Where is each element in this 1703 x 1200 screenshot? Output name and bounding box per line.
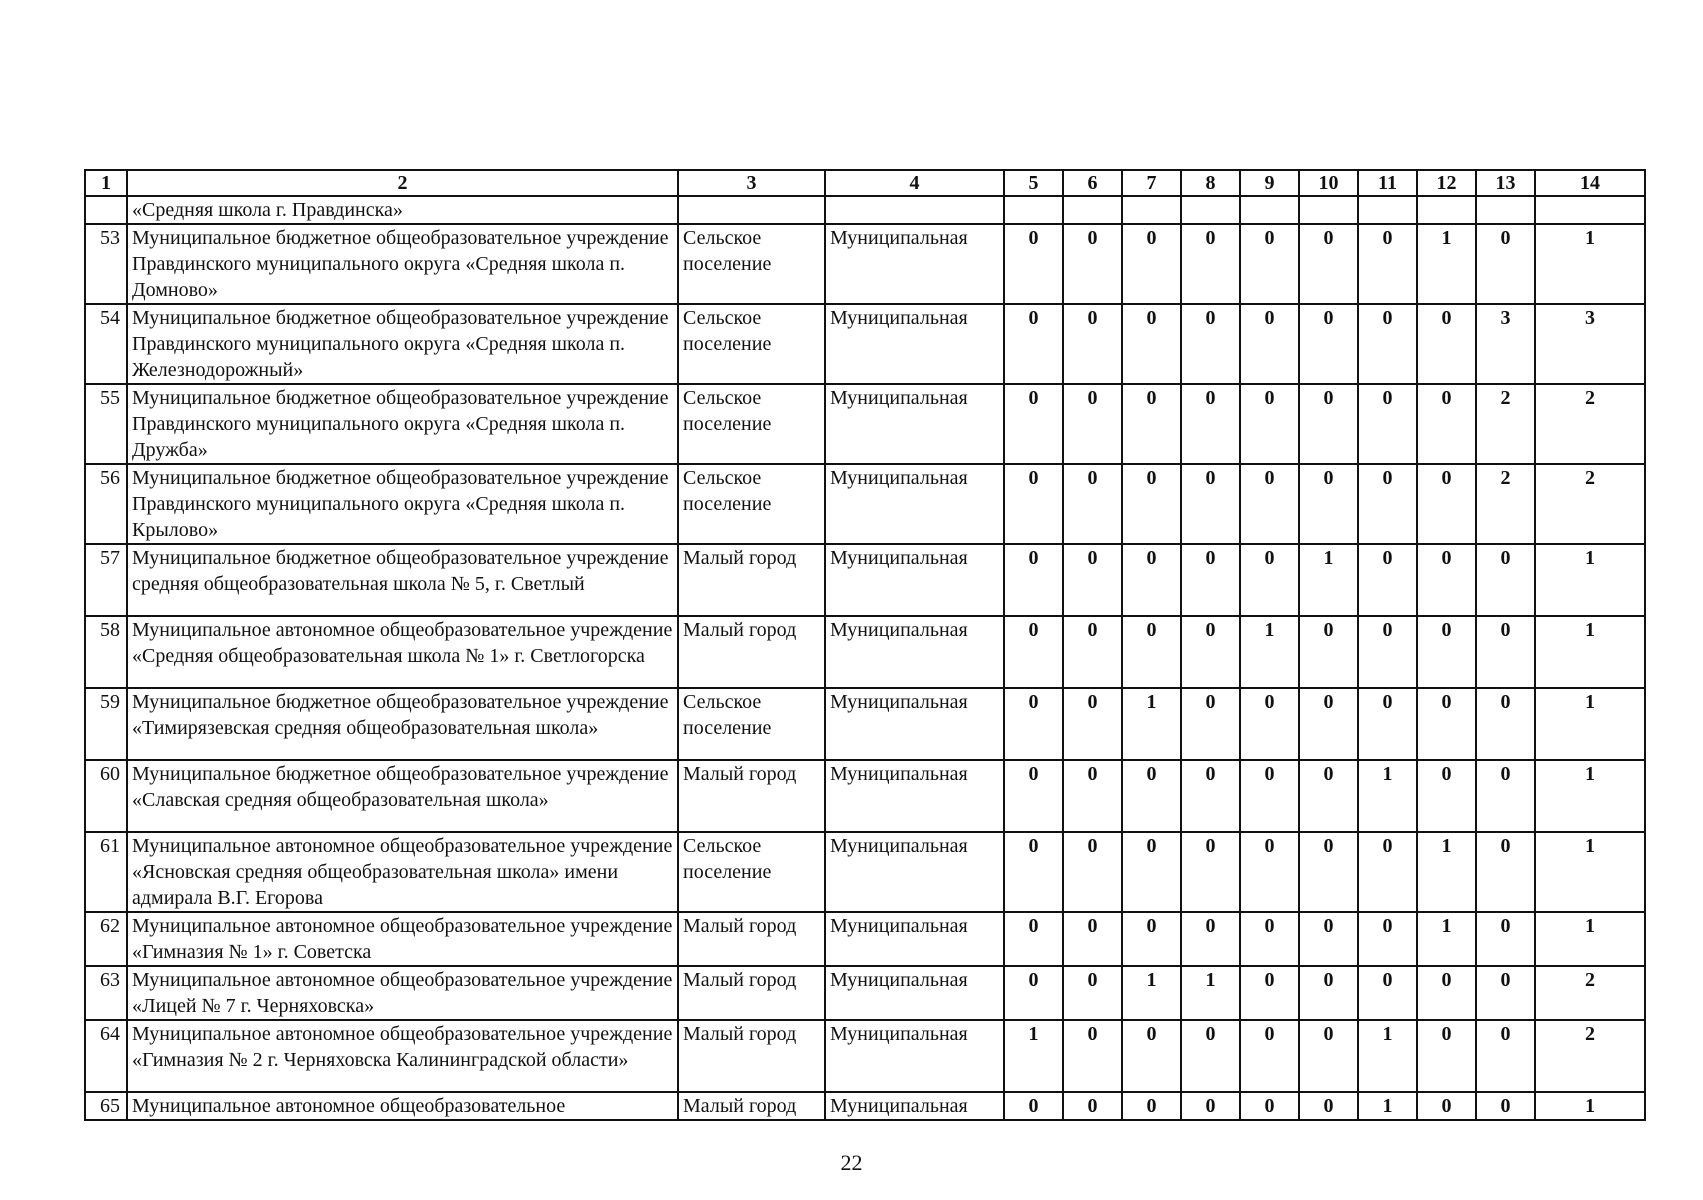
total-cell: 1 — [1535, 832, 1645, 912]
header-cell: 12 — [1417, 170, 1476, 196]
value-cell: 0 — [1476, 1092, 1535, 1120]
value-cell: 0 — [1358, 224, 1417, 304]
settlement-type-cell: Сельское поселение — [678, 688, 825, 760]
value-cell: 1 — [1240, 616, 1299, 688]
value-cell: 0 — [1004, 912, 1063, 966]
value-cell: 0 — [1181, 912, 1240, 966]
value-cell: 0 — [1063, 304, 1122, 384]
value-cell: 0 — [1299, 912, 1358, 966]
institution-name-cell: Муниципальное автономное общеобразовательное учреждение «Гимназия № 2 г. Черняховска Калининградской области» — [127, 1020, 678, 1092]
value-cell: 0 — [1476, 966, 1535, 1020]
value-cell: 0 — [1240, 688, 1299, 760]
table-row — [85, 688, 1645, 760]
value-cell: 0 — [1122, 544, 1181, 616]
value-cell: 0 — [1004, 832, 1063, 912]
value-cell: 0 — [1004, 760, 1063, 832]
value-cell: 0 — [1417, 1020, 1476, 1092]
ownership-cell: Муниципальная — [825, 304, 1004, 384]
value-cell: 0 — [1004, 304, 1063, 384]
value-cell: 0 — [1358, 464, 1417, 544]
total-cell: 2 — [1535, 384, 1645, 464]
value-cell: 0 — [1299, 616, 1358, 688]
value-cell: 1 — [1358, 1020, 1417, 1092]
ownership-cell: Муниципальная — [825, 760, 1004, 832]
value-cell: 0 — [1181, 616, 1240, 688]
value-cell: 0 — [1181, 544, 1240, 616]
ownership-cell: Муниципальная — [825, 224, 1004, 304]
row-number-cell: 62 — [85, 912, 127, 966]
header-cell: 5 — [1004, 170, 1063, 196]
total-cell: 1 — [1535, 616, 1645, 688]
value-cell: 1 — [1122, 688, 1181, 760]
header-cell: 6 — [1063, 170, 1122, 196]
value-cell: 0 — [1063, 912, 1122, 966]
settlement-type-cell: Малый город — [678, 544, 825, 616]
settlement-type-cell: Малый город — [678, 616, 825, 688]
settlement-type-cell: Малый город — [678, 912, 825, 966]
ownership-cell: Муниципальная — [825, 384, 1004, 464]
total-cell: 1 — [1535, 544, 1645, 616]
value-cell: 0 — [1476, 224, 1535, 304]
value-cell: 0 — [1122, 616, 1181, 688]
total-cell: 3 — [1535, 304, 1645, 384]
value-cell — [1122, 196, 1181, 224]
value-cell: 0 — [1299, 304, 1358, 384]
value-cell: 0 — [1122, 464, 1181, 544]
value-cell: 1 — [1358, 1092, 1417, 1120]
value-cell: 0 — [1417, 304, 1476, 384]
header-cell: 2 — [127, 170, 678, 196]
settlement-type-cell: Малый город — [678, 1092, 825, 1120]
value-cell: 0 — [1476, 760, 1535, 832]
value-cell: 1 — [1358, 760, 1417, 832]
value-cell: 0 — [1476, 616, 1535, 688]
value-cell: 0 — [1122, 384, 1181, 464]
row-number-cell: 57 — [85, 544, 127, 616]
value-cell: 0 — [1122, 224, 1181, 304]
row-number-cell: 53 — [85, 224, 127, 304]
header-cell: 10 — [1299, 170, 1358, 196]
table-row — [85, 304, 1645, 384]
value-cell: 0 — [1181, 832, 1240, 912]
value-cell: 1 — [1181, 966, 1240, 1020]
value-cell: 0 — [1299, 966, 1358, 1020]
value-cell: 0 — [1358, 912, 1417, 966]
row-number-cell — [85, 196, 127, 224]
value-cell: 0 — [1063, 544, 1122, 616]
value-cell — [1240, 196, 1299, 224]
value-cell: 0 — [1299, 464, 1358, 544]
value-cell: 0 — [1358, 966, 1417, 1020]
settlement-type-cell: Сельское поселение — [678, 224, 825, 304]
settlement-type-cell: Сельское поселение — [678, 832, 825, 912]
value-cell: 3 — [1476, 304, 1535, 384]
value-cell: 0 — [1181, 384, 1240, 464]
institution-name-cell: Муниципальное бюджетное общеобразовательное учреждение Правдинского муниципального округа «Средняя школа п. Железнодорожный» — [127, 304, 678, 384]
table-row — [85, 832, 1645, 912]
value-cell: 0 — [1299, 832, 1358, 912]
institution-name-cell: Муниципальное бюджетное общеобразовательное учреждение средняя общеобразовательная школа № 5, г. Светлый — [127, 544, 678, 616]
institution-name-cell: Муниципальное бюджетное общеобразовательное учреждение «Славская средняя общеобразовательная школа» — [127, 760, 678, 832]
institution-name-cell: Муниципальное бюджетное общеобразовательное учреждение Правдинского муниципального округа «Средняя школа п. Домново» — [127, 224, 678, 304]
table-row — [85, 912, 1645, 966]
value-cell: 0 — [1004, 616, 1063, 688]
value-cell: 0 — [1063, 1092, 1122, 1120]
institution-name-cell: Муниципальное автономное общеобразовательное учреждение «Лицей № 7 г. Черняховска» — [127, 966, 678, 1020]
header-cell: 13 — [1476, 170, 1535, 196]
institution-name-cell: Муниципальное автономное общеобразовательное учреждение «Ясновская средняя общеобразовательная школа» имени адмирала В.Г. Егорова — [127, 832, 678, 912]
total-cell: 1 — [1535, 760, 1645, 832]
value-cell: 0 — [1417, 760, 1476, 832]
value-cell: 0 — [1240, 304, 1299, 384]
row-number-cell: 61 — [85, 832, 127, 912]
value-cell: 1 — [1417, 832, 1476, 912]
table-row — [85, 616, 1645, 688]
ownership-cell: Муниципальная — [825, 1020, 1004, 1092]
row-number-cell: 65 — [85, 1092, 127, 1120]
value-cell: 1 — [1122, 966, 1181, 1020]
value-cell: 0 — [1358, 544, 1417, 616]
ownership-cell: Муниципальная — [825, 464, 1004, 544]
header-cell: 14 — [1535, 170, 1645, 196]
value-cell: 0 — [1181, 304, 1240, 384]
header-cell: 3 — [678, 170, 825, 196]
value-cell — [1004, 196, 1063, 224]
row-number-cell: 56 — [85, 464, 127, 544]
value-cell: 0 — [1063, 760, 1122, 832]
value-cell: 0 — [1417, 616, 1476, 688]
value-cell: 0 — [1181, 1020, 1240, 1092]
value-cell: 0 — [1299, 1092, 1358, 1120]
header-cell: 8 — [1181, 170, 1240, 196]
header-cell: 4 — [825, 170, 1004, 196]
total-cell: 1 — [1535, 688, 1645, 760]
value-cell: 2 — [1476, 464, 1535, 544]
table-row — [85, 1092, 1645, 1120]
value-cell: 0 — [1063, 616, 1122, 688]
value-cell: 0 — [1299, 224, 1358, 304]
header-cell: 9 — [1240, 170, 1299, 196]
header-cell: 1 — [85, 170, 127, 196]
value-cell: 0 — [1181, 760, 1240, 832]
value-cell: 0 — [1417, 966, 1476, 1020]
value-cell — [1358, 196, 1417, 224]
table-row — [85, 224, 1645, 304]
settlement-type-cell: Сельское поселение — [678, 384, 825, 464]
value-cell: 0 — [1240, 544, 1299, 616]
value-cell: 0 — [1004, 966, 1063, 1020]
value-cell: 0 — [1240, 1092, 1299, 1120]
row-number-cell: 63 — [85, 966, 127, 1020]
ownership-cell: Муниципальная — [825, 1092, 1004, 1120]
settlement-type-cell: Малый город — [678, 1020, 825, 1092]
institution-name-cell: Муниципальное автономное общеобразовательное — [127, 1092, 678, 1120]
value-cell: 0 — [1063, 224, 1122, 304]
value-cell: 0 — [1299, 1020, 1358, 1092]
institution-name-cell: «Средняя школа г. Правдинска» — [127, 196, 678, 224]
settlement-type-cell: Малый город — [678, 966, 825, 1020]
value-cell: 1 — [1299, 544, 1358, 616]
ownership-cell: Муниципальная — [825, 688, 1004, 760]
value-cell: 0 — [1181, 224, 1240, 304]
value-cell: 0 — [1122, 304, 1181, 384]
value-cell: 0 — [1122, 760, 1181, 832]
value-cell: 1 — [1417, 912, 1476, 966]
value-cell: 0 — [1240, 464, 1299, 544]
institution-name-cell: Муниципальное автономное общеобразовательное учреждение «Средняя общеобразовательная школа № 1» г. Светлогорска — [127, 616, 678, 688]
header-cell: 7 — [1122, 170, 1181, 196]
value-cell: 0 — [1122, 1020, 1181, 1092]
total-cell: 1 — [1535, 912, 1645, 966]
value-cell — [1063, 196, 1122, 224]
value-cell: 0 — [1417, 384, 1476, 464]
value-cell: 1 — [1417, 224, 1476, 304]
row-number-cell: 60 — [85, 760, 127, 832]
value-cell: 0 — [1063, 832, 1122, 912]
value-cell: 0 — [1240, 384, 1299, 464]
value-cell: 0 — [1417, 464, 1476, 544]
total-cell: 1 — [1535, 224, 1645, 304]
institution-name-cell: Муниципальное бюджетное общеобразовательное учреждение Правдинского муниципального округа «Средняя школа п. Крылово» — [127, 464, 678, 544]
value-cell: 0 — [1063, 966, 1122, 1020]
value-cell: 0 — [1240, 832, 1299, 912]
value-cell: 0 — [1122, 912, 1181, 966]
value-cell: 0 — [1240, 966, 1299, 1020]
value-cell: 0 — [1476, 1020, 1535, 1092]
table-row — [85, 966, 1645, 1020]
value-cell — [1299, 196, 1358, 224]
row-number-cell: 64 — [85, 1020, 127, 1092]
ownership-cell: Муниципальная — [825, 544, 1004, 616]
total-cell: 2 — [1535, 966, 1645, 1020]
continuation-row — [85, 196, 1645, 224]
value-cell — [1181, 196, 1240, 224]
schools-table — [84, 169, 1646, 1121]
value-cell: 0 — [1122, 1092, 1181, 1120]
value-cell: 0 — [1358, 688, 1417, 760]
row-number-cell: 58 — [85, 616, 127, 688]
value-cell: 0 — [1358, 304, 1417, 384]
value-cell: 0 — [1476, 912, 1535, 966]
value-cell: 0 — [1240, 224, 1299, 304]
total-cell: 2 — [1535, 1020, 1645, 1092]
settlement-type-cell: Малый город — [678, 760, 825, 832]
value-cell: 0 — [1004, 544, 1063, 616]
value-cell: 0 — [1004, 224, 1063, 304]
page-number: 22 — [840, 1150, 863, 1175]
value-cell: 0 — [1004, 1092, 1063, 1120]
value-cell: 0 — [1476, 832, 1535, 912]
settlement-type-cell: Сельское поселение — [678, 304, 825, 384]
value-cell: 0 — [1063, 1020, 1122, 1092]
value-cell: 0 — [1122, 832, 1181, 912]
value-cell: 0 — [1417, 544, 1476, 616]
value-cell: 0 — [1181, 1092, 1240, 1120]
value-cell: 0 — [1181, 464, 1240, 544]
total-cell: 1 — [1535, 1092, 1645, 1120]
value-cell: 0 — [1004, 688, 1063, 760]
ownership-cell: Муниципальная — [825, 616, 1004, 688]
value-cell: 0 — [1358, 616, 1417, 688]
table-row — [85, 544, 1645, 616]
institution-name-cell: Муниципальное бюджетное общеобразовательное учреждение Правдинского муниципального округа «Средняя школа п. Дружба» — [127, 384, 678, 464]
settlement-type-cell: Сельское поселение — [678, 464, 825, 544]
value-cell: 0 — [1299, 760, 1358, 832]
value-cell: 0 — [1358, 832, 1417, 912]
value-cell: 0 — [1299, 688, 1358, 760]
ownership-cell: Муниципальная — [825, 912, 1004, 966]
row-number-cell: 59 — [85, 688, 127, 760]
header-row — [85, 170, 1645, 196]
table-row — [85, 1020, 1645, 1092]
value-cell: 0 — [1417, 688, 1476, 760]
table-body — [85, 170, 1645, 1120]
ownership-cell: Муниципальная — [825, 966, 1004, 1020]
value-cell: 0 — [1240, 912, 1299, 966]
institution-name-cell: Муниципальное бюджетное общеобразовательное учреждение «Тимирязевская средняя общеобразовательная школа» — [127, 688, 678, 760]
header-cell: 11 — [1358, 170, 1417, 196]
value-cell: 0 — [1358, 384, 1417, 464]
table-row — [85, 384, 1645, 464]
table-row — [85, 760, 1645, 832]
value-cell: 0 — [1063, 384, 1122, 464]
value-cell: 0 — [1240, 760, 1299, 832]
value-cell: 0 — [1063, 688, 1122, 760]
settlement-type-cell — [678, 196, 825, 224]
value-cell: 2 — [1476, 384, 1535, 464]
value-cell: 0 — [1181, 688, 1240, 760]
ownership-cell: Муниципальная — [825, 832, 1004, 912]
row-number-cell: 55 — [85, 384, 127, 464]
total-cell — [1535, 196, 1645, 224]
institution-name-cell: Муниципальное автономное общеобразовательное учреждение «Гимназия № 1» г. Советска — [127, 912, 678, 966]
ownership-cell — [825, 196, 1004, 224]
value-cell: 0 — [1299, 384, 1358, 464]
total-cell: 2 — [1535, 464, 1645, 544]
value-cell — [1417, 196, 1476, 224]
value-cell — [1476, 196, 1535, 224]
value-cell: 1 — [1004, 1020, 1063, 1092]
value-cell: 0 — [1004, 384, 1063, 464]
value-cell: 0 — [1476, 544, 1535, 616]
value-cell: 0 — [1240, 1020, 1299, 1092]
table-row — [85, 464, 1645, 544]
row-number-cell: 54 — [85, 304, 127, 384]
value-cell: 0 — [1063, 464, 1122, 544]
value-cell: 0 — [1417, 1092, 1476, 1120]
value-cell: 0 — [1004, 464, 1063, 544]
value-cell: 0 — [1476, 688, 1535, 760]
